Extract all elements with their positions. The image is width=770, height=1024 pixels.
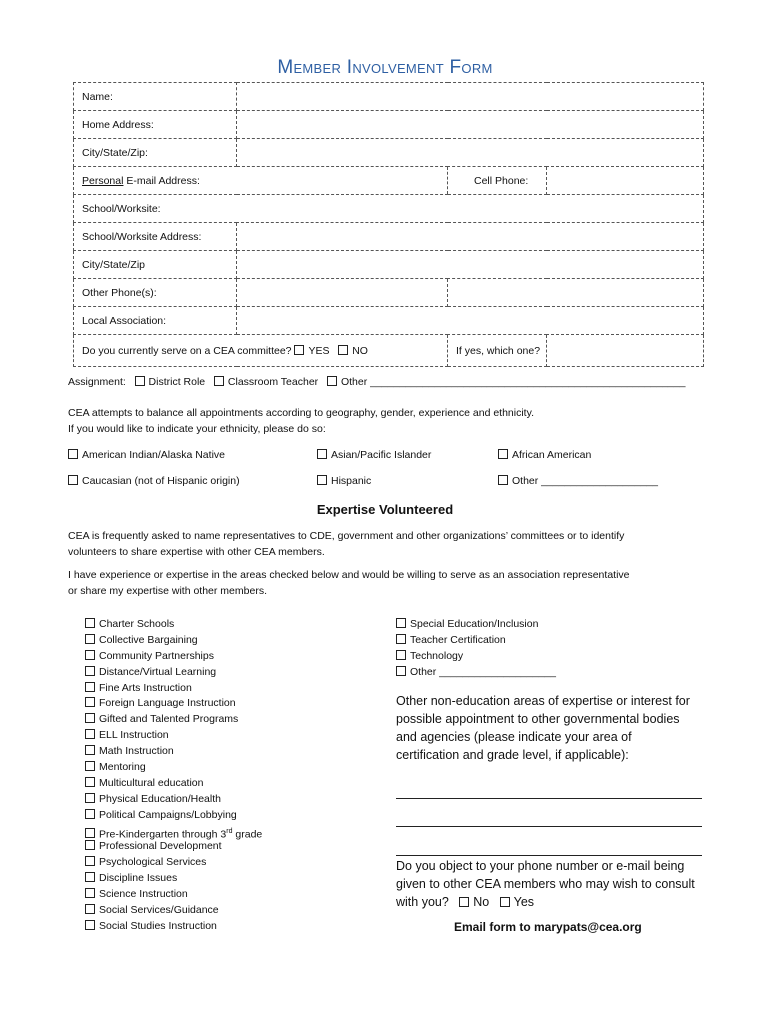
expertise-item[interactable] bbox=[85, 712, 262, 728]
home-address-label: Home Address: bbox=[74, 111, 237, 139]
committee-no-checkbox[interactable] bbox=[338, 345, 348, 355]
district-role-label: District Role bbox=[148, 376, 206, 388]
expertise-statement-line2: or share my expertise with other members. bbox=[68, 585, 267, 597]
expertise-label: Pre-Kindergarten through 3 bbox=[99, 828, 227, 841]
committee-question-label: Do you currently serve on a CEA committee? bbox=[82, 344, 295, 357]
expertise-item[interactable] bbox=[85, 887, 262, 903]
committee-question bbox=[74, 335, 448, 367]
ethnicity-intro-line1: CEA attempts to balance all appointments according to geography, gender, experience and ethnicity. bbox=[68, 407, 534, 419]
expertise-heading: Expertise Volunteered bbox=[316, 502, 454, 517]
expertise-label: Other ____________________ bbox=[410, 665, 556, 678]
non-education-answer-line-2[interactable] bbox=[396, 826, 702, 827]
school-worksite-address-label: School/Worksite Address: bbox=[74, 223, 237, 251]
non-education-prompt bbox=[396, 692, 690, 764]
expertise-item[interactable] bbox=[85, 824, 262, 840]
hispanic-checkbox[interactable] bbox=[317, 475, 327, 485]
ethnicity-other-label: Other ____________________ bbox=[512, 475, 658, 487]
object-line2: given to other CEA members who may wish to consult bbox=[396, 877, 695, 891]
home-address-field[interactable] bbox=[237, 111, 704, 139]
american-indian-checkbox[interactable] bbox=[68, 449, 78, 459]
checkbox[interactable] bbox=[396, 618, 406, 628]
expertise-label: Multicultural education bbox=[99, 776, 204, 789]
object-no-label: No bbox=[473, 895, 490, 909]
committee-yes-checkbox[interactable] bbox=[294, 345, 304, 355]
checkbox[interactable] bbox=[85, 761, 95, 771]
expertise-item[interactable] bbox=[85, 681, 262, 697]
ethnicity-other-checkbox[interactable] bbox=[498, 475, 508, 485]
name-field[interactable] bbox=[237, 83, 704, 111]
checkbox[interactable] bbox=[85, 634, 95, 644]
checkbox[interactable] bbox=[85, 729, 95, 739]
assignment-label: Assignment: bbox=[68, 376, 126, 388]
expertise-label: Discipline Issues bbox=[99, 872, 178, 885]
non-education-answer-line-3[interactable] bbox=[396, 855, 702, 856]
local-association-field[interactable] bbox=[237, 307, 704, 335]
expertise-item[interactable] bbox=[396, 633, 556, 649]
other-phone-field-2[interactable] bbox=[448, 279, 704, 307]
checkbox[interactable] bbox=[85, 713, 95, 723]
expertise-label: Foreign Language Instruction bbox=[99, 697, 236, 710]
ethnicity-hispanic[interactable] bbox=[317, 475, 371, 487]
checkbox[interactable] bbox=[396, 666, 406, 676]
expertise-item[interactable] bbox=[396, 649, 556, 665]
checkbox[interactable] bbox=[85, 650, 95, 660]
email-instruction: Email form to marypats@cea.org bbox=[454, 920, 642, 934]
expertise-label: Collective Bargaining bbox=[99, 633, 198, 646]
object-question bbox=[396, 857, 695, 911]
school-worksite-label: School/Worksite: bbox=[82, 202, 161, 215]
expertise-label: Gifted and Talented Programs bbox=[99, 713, 239, 726]
expertise-label: Charter Schools bbox=[99, 618, 175, 630]
checkbox[interactable] bbox=[85, 856, 95, 866]
checkbox[interactable] bbox=[396, 650, 406, 660]
which-one-field[interactable] bbox=[547, 335, 704, 367]
city-state-zip2-label: City/State/Zip bbox=[74, 251, 237, 279]
expertise-label-suffix: grade bbox=[232, 828, 263, 841]
non-education-line1: Other non-education areas of expertise or interest for bbox=[396, 694, 690, 708]
committee-no-label: NO bbox=[352, 344, 368, 357]
expertise-label: Fine Arts Instruction bbox=[99, 681, 192, 694]
ethnicity-caucasian[interactable] bbox=[68, 475, 240, 487]
expertise-label: Professional Development bbox=[99, 840, 222, 853]
asian-checkbox[interactable] bbox=[317, 449, 327, 459]
expertise-label: Social Services/Guidance bbox=[99, 904, 219, 917]
expertise-item[interactable] bbox=[85, 744, 262, 760]
committee-yes-label: YES bbox=[308, 344, 330, 357]
non-education-line3: and agencies (please indicate your area of bbox=[396, 730, 632, 744]
expertise-item[interactable] bbox=[85, 903, 262, 919]
checkbox[interactable] bbox=[85, 618, 95, 628]
expertise-label: Teacher Certification bbox=[410, 633, 506, 646]
personal-email-field[interactable] bbox=[74, 167, 448, 195]
superscript: rd bbox=[226, 827, 233, 835]
which-one-label: If yes, which one? bbox=[448, 335, 547, 367]
expertise-list-right bbox=[396, 617, 556, 681]
expertise-item[interactable] bbox=[85, 839, 262, 855]
expertise-label: Math Instruction bbox=[99, 745, 174, 758]
asian-label: Asian/Pacific Islander bbox=[331, 449, 432, 461]
expertise-label: Community Partnerships bbox=[99, 649, 214, 662]
expertise-item[interactable] bbox=[85, 776, 262, 792]
expertise-intro-line2: volunteers to share expertise with other CEA members. bbox=[68, 546, 325, 558]
object-line1: Do you object to your phone number or e-mail being bbox=[396, 859, 685, 873]
name-label: Name: bbox=[74, 83, 237, 111]
city-state-zip-label: City/State/Zip: bbox=[74, 139, 237, 167]
assignment-row bbox=[68, 376, 685, 388]
expertise-label: Science Instruction bbox=[99, 888, 188, 901]
caucasian-label: Caucasian (not of Hispanic origin) bbox=[82, 475, 240, 487]
expertise-item[interactable] bbox=[85, 871, 262, 887]
expertise-item[interactable] bbox=[85, 808, 262, 824]
ethnicity-asian[interactable] bbox=[317, 449, 431, 461]
checkbox[interactable] bbox=[85, 777, 95, 787]
assignment-other-checkbox[interactable] bbox=[327, 376, 337, 386]
expertise-item[interactable] bbox=[85, 633, 262, 649]
ethnicity-intro-line2: If you would like to indicate your ethnicity, please do so: bbox=[68, 423, 326, 435]
expertise-statement-line1: I have experience or expertise in the areas checked below and would be willing to serve as an association representative bbox=[68, 569, 630, 581]
assignment-other-label: Other ______________________________________________________ bbox=[340, 376, 686, 388]
district-role-checkbox[interactable] bbox=[135, 376, 145, 386]
checkbox[interactable] bbox=[85, 666, 95, 676]
object-line3 bbox=[396, 893, 695, 911]
object-yes-label: Yes bbox=[513, 895, 535, 909]
school-worksite-field[interactable] bbox=[74, 195, 704, 223]
expertise-label: Distance/Virtual Learning bbox=[99, 665, 217, 678]
expertise-statement bbox=[68, 567, 630, 599]
expertise-item[interactable] bbox=[85, 792, 262, 808]
checkbox[interactable] bbox=[85, 828, 95, 838]
expertise-intro bbox=[68, 528, 624, 560]
other-phone-field-1[interactable] bbox=[237, 279, 448, 307]
checkbox[interactable] bbox=[85, 840, 95, 850]
ethnicity-other[interactable] bbox=[498, 475, 658, 487]
expertise-label: Physical Education/Health bbox=[99, 792, 221, 805]
email-label: E-mail Address: bbox=[123, 174, 200, 187]
expertise-label: Social Studies Instruction bbox=[99, 919, 217, 932]
caucasian-checkbox[interactable] bbox=[68, 475, 78, 485]
checkbox[interactable] bbox=[85, 888, 95, 898]
city-state-zip-field[interactable] bbox=[237, 139, 704, 167]
expertise-intro-line1: CEA is frequently asked to name representatives to CDE, government and other organizations’ committees or to identify bbox=[68, 530, 625, 542]
personal-label: Personal bbox=[82, 174, 124, 187]
expertise-item[interactable] bbox=[396, 665, 556, 681]
checkbox[interactable] bbox=[85, 697, 95, 707]
ethnicity-american-indian[interactable] bbox=[68, 449, 225, 461]
other-phones-label: Other Phone(s): bbox=[74, 279, 237, 307]
expertise-label: Mentoring bbox=[99, 761, 146, 774]
classroom-teacher-checkbox[interactable] bbox=[214, 376, 224, 386]
expertise-item[interactable] bbox=[85, 919, 262, 935]
non-education-answer-line-1[interactable] bbox=[396, 798, 702, 799]
african-american-label: African American bbox=[512, 449, 592, 461]
non-education-line2: possible appointment to other governmental bodies bbox=[396, 712, 680, 726]
expertise-item[interactable] bbox=[85, 696, 262, 712]
expertise-label: Psychological Services bbox=[99, 856, 207, 869]
checkbox[interactable] bbox=[85, 872, 95, 882]
object-no-checkbox[interactable] bbox=[459, 897, 469, 907]
checkbox[interactable] bbox=[396, 634, 406, 644]
expertise-item[interactable] bbox=[85, 728, 262, 744]
ethnicity-intro bbox=[68, 405, 534, 437]
expertise-item[interactable] bbox=[85, 855, 262, 871]
expertise-item[interactable] bbox=[396, 617, 556, 633]
object-line3-label: with you? bbox=[396, 895, 449, 909]
ethnicity-african-american[interactable] bbox=[498, 449, 591, 461]
expertise-label: Political Campaigns/Lobbying bbox=[99, 808, 237, 821]
checkbox[interactable] bbox=[85, 904, 95, 914]
local-association-label: Local Association: bbox=[74, 307, 237, 335]
checkbox[interactable] bbox=[85, 920, 95, 930]
african-american-checkbox[interactable] bbox=[498, 449, 508, 459]
cell-phone-label: Cell Phone: bbox=[448, 167, 547, 195]
checkbox[interactable] bbox=[85, 682, 95, 692]
member-info-table bbox=[73, 82, 704, 367]
american-indian-label: American Indian/Alaska Native bbox=[82, 449, 225, 461]
school-worksite-address-field[interactable] bbox=[237, 223, 704, 251]
expertise-label: ELL Instruction bbox=[99, 729, 169, 742]
checkbox[interactable] bbox=[85, 793, 95, 803]
object-yes-checkbox[interactable] bbox=[500, 897, 510, 907]
checkbox[interactable] bbox=[85, 809, 95, 819]
expertise-label: Technology bbox=[410, 649, 464, 662]
expertise-item[interactable] bbox=[85, 760, 262, 776]
form-title: Member Involvement Form bbox=[277, 57, 493, 78]
expertise-label: Special Education/Inclusion bbox=[410, 618, 539, 630]
city-state-zip2-field[interactable] bbox=[237, 251, 704, 279]
checkbox[interactable] bbox=[85, 745, 95, 755]
hispanic-label: Hispanic bbox=[331, 475, 372, 487]
classroom-teacher-label: Classroom Teacher bbox=[227, 376, 319, 388]
cell-phone-field[interactable] bbox=[547, 167, 704, 195]
expertise-item[interactable] bbox=[85, 617, 262, 633]
expertise-item[interactable] bbox=[85, 665, 262, 681]
expertise-item[interactable] bbox=[85, 649, 262, 665]
non-education-line4: certification and grade level, if applicable): bbox=[396, 748, 629, 762]
expertise-list-left bbox=[85, 617, 262, 935]
